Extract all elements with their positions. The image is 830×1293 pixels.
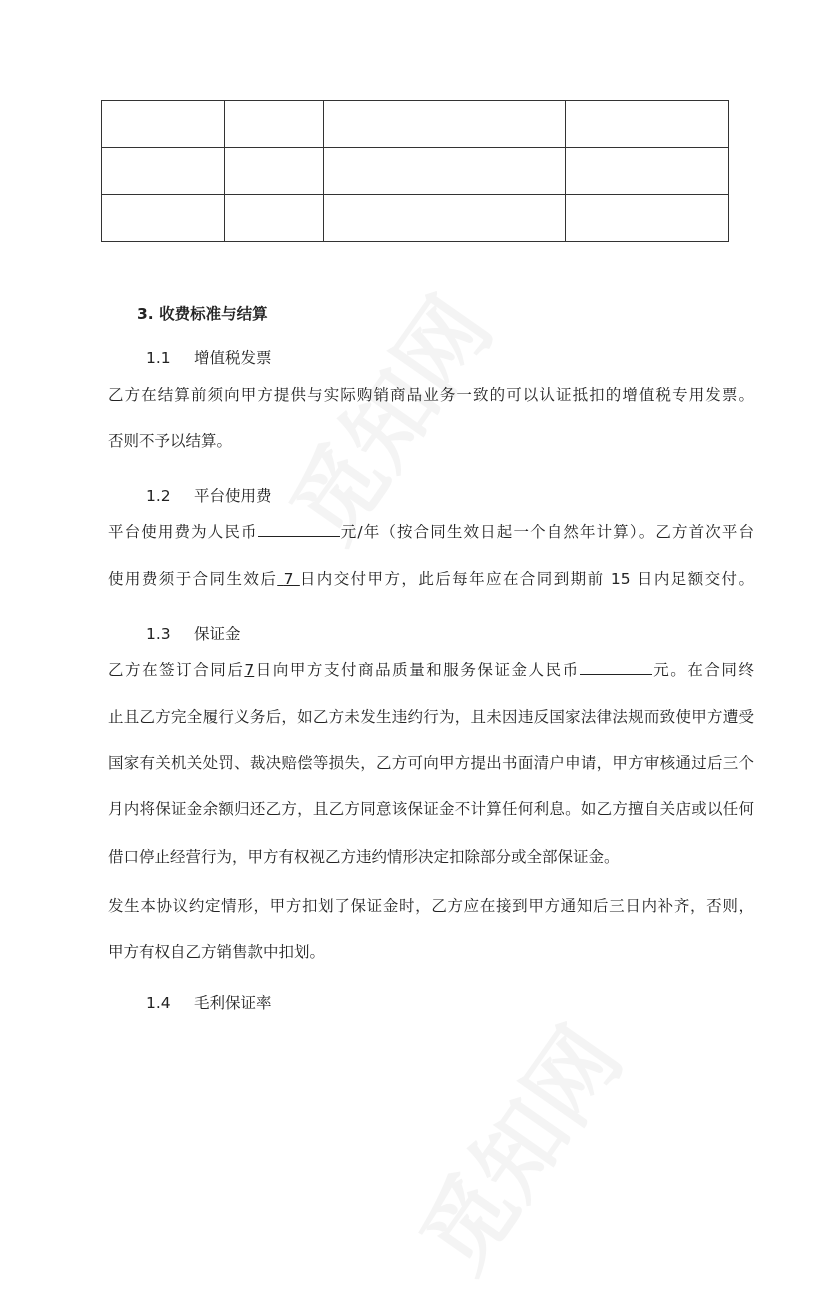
amount-blank (258, 521, 340, 537)
paragraph-line: 国家有关机关处罚、裁决赔偿等损失，乙方可向甲方提出书面清户申请，甲方审核通过后三个 (108, 754, 754, 772)
paragraph-line: 月内将保证金余额归还乙方，且乙方同意该保证金不计算任何利息。如乙方擅自关店或以任何 (108, 800, 754, 818)
paragraph-line: 甲方有权自乙方销售款中扣划。 (108, 943, 326, 961)
paragraph-line: 平台使用费为人民币 元/年（按合同生效日起一个自然年计算）。乙方首次平台 (108, 523, 754, 541)
watermark (254, 267, 515, 563)
blank-table (101, 100, 729, 242)
item-heading: 1.4 毛利保证率 (146, 994, 272, 1012)
paragraph-line: 发生本协议约定情形，甲方扣划了保证金时，乙方应在接到甲方通知后三日内补齐，否则， (108, 897, 754, 915)
item-heading: 1.3 保证金 (146, 625, 241, 643)
section-title: 3. 收费标准与结算 (137, 305, 268, 323)
item-heading: 1.1 增值税发票 (146, 349, 272, 367)
paragraph-line: 乙方在结算前须向甲方提供与实际购销商品业务一致的可以认证抵扣的增值税专用发票。 (108, 386, 754, 404)
days-value: 7 (283, 570, 294, 588)
paragraph-line: 乙方在签订合同后7日向甲方支付商品质量和服务保证金人民币 元。在合同终 (108, 661, 754, 679)
paragraph-line: 否则不予以结算。 (108, 432, 233, 450)
paragraph-line: 止且乙方完全履行义务后，如乙方未发生违约行为，且未因违反国家法律法规而致使甲方遭受 (108, 708, 754, 726)
paragraph-line: 借口停止经营行为，甲方有权视乙方违约情形决定扣除部分或全部保证金。 (108, 848, 620, 866)
days-value: 7 (244, 661, 255, 679)
paragraph-line: 使用费须于合同生效后 7 日内交付甲方，此后每年应在合同到期前 15 日内足额交付。 (108, 570, 754, 588)
item-heading: 1.2 平台使用费 (146, 487, 272, 505)
watermark (384, 997, 645, 1293)
amount-blank (580, 659, 652, 675)
